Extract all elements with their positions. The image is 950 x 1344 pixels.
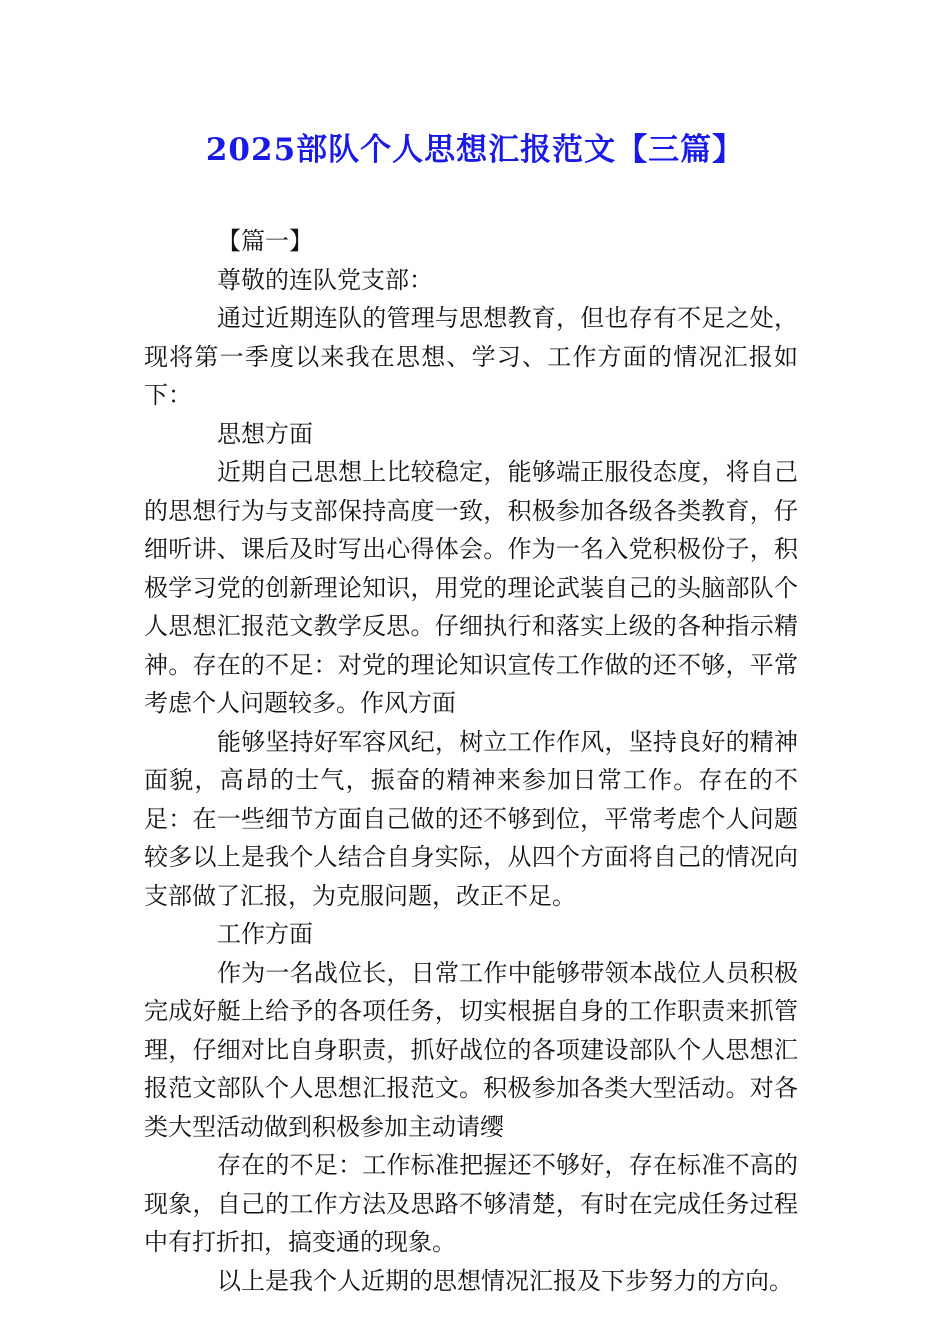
document-body [144, 222, 798, 1300]
paragraph-thought: 近期自己思想上比较稳定，能够端正服役态度，将自己的思想行为与支部保持高度一致，积极参加各级各类教育，仔细听讲、课后及时写出心得体会。作为一名入党积极份子，积极学习党的创新理论知识，用党的理论武装自己的头脑部队个人思想汇报范文教学反思。仔细执行和落实上级的各种指示精神。存在的不足：对党的理论知识宣传工作做的还不够，平常考虑个人问题较多。作风方面 [144, 458, 798, 717]
paragraph-heading-work: 工作方面 [217, 920, 313, 948]
document-title: 2025部队个人思想汇报范文【三篇】 [205, 132, 745, 168]
paragraph-heading-thought: 思想方面 [217, 419, 313, 448]
paragraph-conclusion: 以上是我个人近期的思想情况汇报及下步努力的方向。 [217, 1266, 793, 1295]
paragraph-section-heading: 【篇一】 [217, 227, 313, 255]
paragraph-work: 作为一名战位长，日常工作中能够带领本战位人员积极完成好艇上给予的各项任务，切实根据自身的工作职责来抓管理，仔细对比自身职责，抓好战位的各项建设部队个人思想汇报范文部队个人思想汇报范文。积极参加各类大型活动。对各类大型活动做到积极参加主动请缨 [144, 958, 798, 1141]
paragraph-style: 能够坚持好军容风纪，树立工作作风，坚持良好的精神面貌，高昂的士气，振奋的精神来参加日常工作。存在的不足：在一些细节方面自己做的还不够到位，平常考虑个人问题较多以上是我个人结合自身实际，从四个方面将自己的情况向支部做了汇报，为克服问题，改正不足。 [144, 727, 798, 910]
paragraph-salutation: 尊敬的连队党支部： [217, 265, 433, 294]
paragraph-intro: 通过近期连队的管理与思想教育，但也存有不足之处，现将第一季度以来我在思想、学习、工作方面的情况汇报如下： [144, 304, 798, 409]
paragraph-shortcomings: 存在的不足：工作标准把握还不够好，存在标准不高的现象，自己的工作方法及思路不够清楚，有时在完成任务过程中有打折扣，搞变通的现象。 [144, 1151, 798, 1256]
